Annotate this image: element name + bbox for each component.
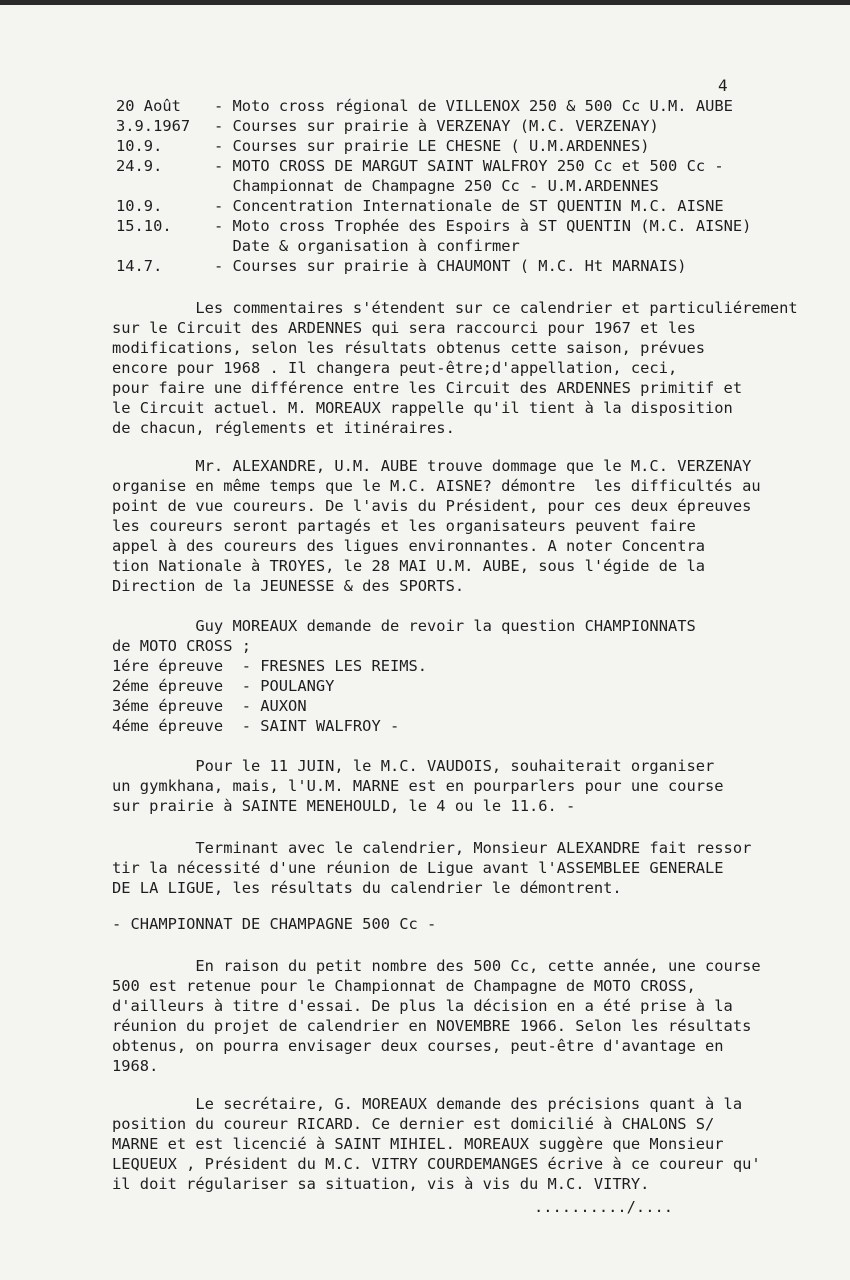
calendar-entry: 14.7. - Courses sur prairie à CHAUMONT ( M.C. Ht MARNAIS) [116, 257, 687, 275]
paragraph-ricard: Le secrétaire, G. MOREAUX demande des précisions quant à la position du coureur RICARD. Ce dernier est domicilié à CHALONS S/ MARNE et est licencié à SAINT MIHIEL. MOREAUX suggère que Monsieur LEQUEUX , Président du M.C. VITRY COURDEMANGES écrive à ce coureur qu' il doit régulariser sa situation, vis à vis du M.C. VITRY. [112, 1095, 761, 1193]
paragraph-championnats-list: Guy MOREAUX demande de revoir la question CHAMPIONNATS de MOTO CROSS ; 1ére épreuve - FRESNES LES REIMS. 2éme épreuve - POULANGY 3éme épreuve - AUXON 4éme épreuve - SAINT WALFROY - [112, 617, 696, 735]
page-number: 4 [718, 76, 728, 95]
paragraph-calendar-comments: Les commentaires s'étendent sur ce calendrier et particuliérement sur le Circuit des ARDENNES qui sera raccourci pour 1967 et les modifications, selon les résultats obtenus cette saison, prévues encore pour 1968 . Il changera peut-être;d'appellation, ceci, pour faire une différence entre les Circuit des ARDENNES primitif et le Circuit actuel. M. MOREAUX rappelle qu'il tient à la disposition de chacun, réglements et itinéraires. [112, 299, 798, 437]
continuation-marker: ........../.... [534, 1198, 673, 1216]
calendar-entry: 20 Août - Moto cross régional de VILLENOX 250 & 500 Cc U.M. AUBE [116, 97, 733, 115]
calendar-entry: Championnat de Champagne 250 Cc - U.M.ARDENNES [214, 177, 659, 195]
paragraph-vaudois-gymkhana: Pour le 11 JUIN, le M.C. VAUDOIS, souhaiterait organiser un gymkhana, mais, l'U.M. MARNE est en pourparlers pour une course sur prairie à SAINTE MENEHOULD, le 4 ou le 11.6. - [112, 757, 724, 815]
section-heading-championnat-500: - CHAMPIONNAT DE CHAMPAGNE 500 Cc - [112, 915, 437, 933]
calendar-entry: 10.9. - Concentration Internationale de ST QUENTIN M.C. AISNE [116, 197, 724, 215]
calendar-entry: 10.9. - Courses sur prairie LE CHESNE ( U.M.ARDENNES) [116, 137, 650, 155]
calendar-entry: Date & organisation à confirmer [214, 237, 520, 255]
calendar-entry: 24.9. - MOTO CROSS DE MARGUT SAINT WALFROY 250 Cc et 500 Cc - [116, 157, 724, 175]
paragraph-assemblee-generale: Terminant avec le calendrier, Monsieur ALEXANDRE fait ressor tir la nécessité d'une réunion de Ligue avant l'ASSEMBLEE GENERALE DE LA LIGUE, les résultats du calendrier le démontrent. [112, 839, 752, 897]
calendar-entry: 15.10. - Moto cross Trophée des Espoirs à ST QUENTIN (M.C. AISNE) [116, 217, 752, 235]
calendar-entry: 3.9.1967 - Courses sur prairie à VERZENAY (M.C. VERZENAY) [116, 117, 659, 135]
top-edge-line [0, 0, 850, 5]
paragraph-alexandre-verzenay: Mr. ALEXANDRE, U.M. AUBE trouve dommage que le M.C. VERZENAY organise en même temps que le M.C. AISNE? démontre les difficultés au point de vue coureurs. De l'avis du Président, pour ces deux épreuves les coureurs seront partagés et les organisateurs peuvent faire appel à des coureurs des ligues environnantes. A noter Concentra tion Nationale à TROYES, le 28 MAI U.M. AUBE, sous l'égide de la Direction de la JEUNESSE & des SPORTS. [112, 457, 761, 595]
paragraph-500cc: En raison du petit nombre des 500 Cc, cette année, une course 500 est retenue pour le Championnat de Champagne de MOTO CROSS, d'ailleurs à titre d'essai. De plus la décision en a été prise à la réunion du projet de calendrier en NOVEMBRE 1966. Selon les résultats obtenus, on pourra envisager deux courses, peut-être d'avantage en 1968. [112, 957, 761, 1075]
